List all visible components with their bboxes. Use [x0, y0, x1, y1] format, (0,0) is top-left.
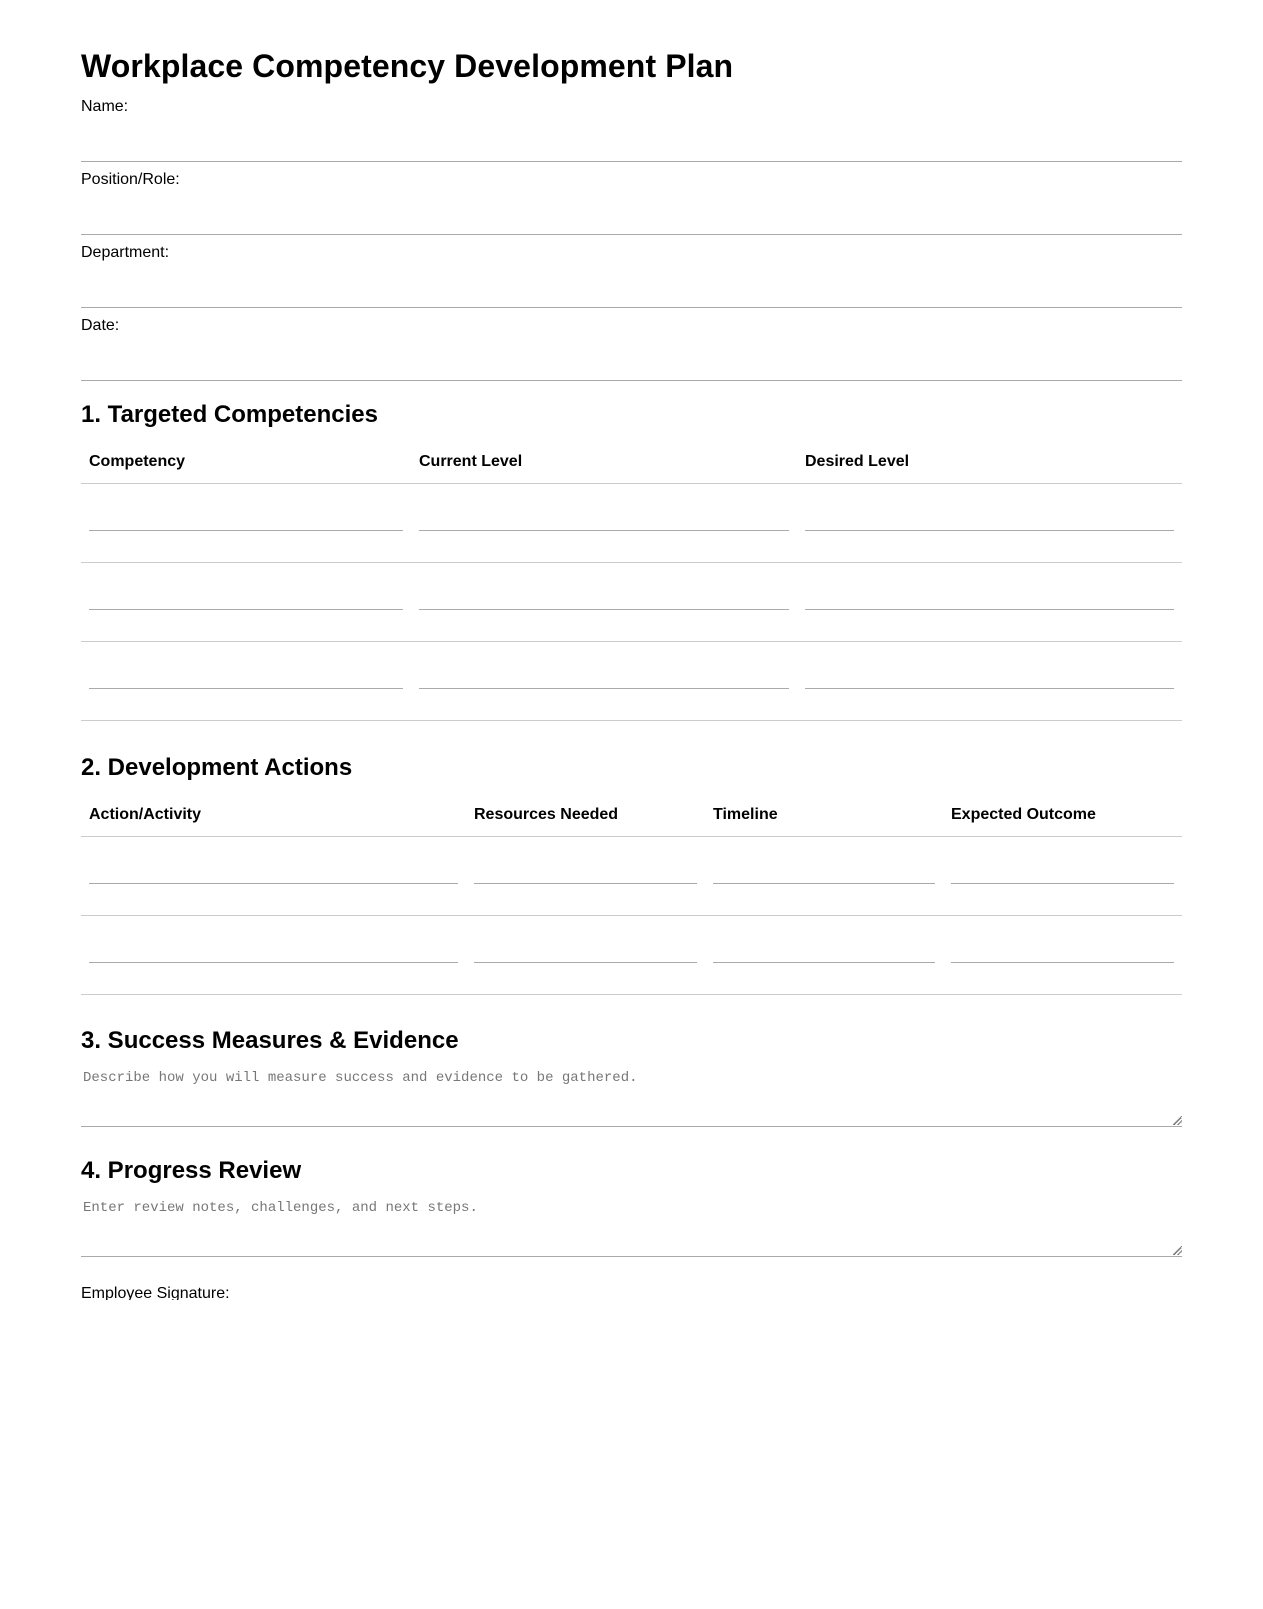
name-input[interactable]: [81, 119, 1182, 162]
column-header-current-level: Current Level: [411, 441, 797, 484]
column-header-competency: Competency: [81, 441, 411, 484]
development-actions-table: [81, 794, 1182, 995]
expected-outcome-input[interactable]: [951, 916, 1174, 963]
current-level-input[interactable]: [419, 642, 789, 689]
action-input[interactable]: [89, 916, 458, 963]
department-field-group: [81, 243, 1182, 316]
section-heading-success-measures: 3. Success Measures & Evidence: [81, 1027, 459, 1054]
competency-input[interactable]: [89, 642, 403, 689]
table-row: [81, 642, 1182, 721]
table-header-row: [81, 441, 1182, 484]
position-field-group: [81, 170, 1182, 243]
section-heading-development-actions: 2. Development Actions: [81, 754, 353, 781]
table-row: [81, 563, 1182, 642]
department-label: Department:: [81, 244, 170, 261]
desired-level-input[interactable]: [805, 642, 1174, 689]
name-field-group: [81, 97, 1182, 170]
development-plan-form: [81, 0, 1182, 1300]
resources-input[interactable]: [474, 916, 697, 963]
column-header-expected-outcome: Expected Outcome: [943, 794, 1182, 837]
name-label: Name:: [81, 98, 129, 115]
action-input[interactable]: [89, 837, 458, 884]
date-field-group: [81, 316, 1182, 389]
resize-grip-icon[interactable]: [1173, 1246, 1182, 1255]
section-heading-progress-review: 4. Progress Review: [81, 1157, 302, 1184]
column-header-resources: Resources Needed: [466, 794, 705, 837]
current-level-input[interactable]: [419, 563, 789, 610]
success-measures-textarea[interactable]: [81, 1066, 1182, 1127]
competencies-table: [81, 441, 1182, 721]
competency-input[interactable]: [89, 563, 403, 610]
progress-review-textarea[interactable]: [81, 1196, 1182, 1257]
table-header-row: [81, 794, 1182, 837]
department-input[interactable]: [81, 265, 1182, 308]
position-input[interactable]: [81, 192, 1182, 235]
resize-grip-icon[interactable]: [1173, 1116, 1182, 1125]
position-label: Position/Role:: [81, 171, 180, 188]
date-input[interactable]: [81, 338, 1182, 381]
column-header-action: Action/Activity: [81, 794, 466, 837]
table-row: [81, 916, 1182, 995]
timeline-input[interactable]: [713, 837, 935, 884]
employee-signature-label: Employee Signature:: [81, 1285, 230, 1300]
resources-input[interactable]: [474, 837, 697, 884]
current-level-input[interactable]: [419, 484, 789, 531]
desired-level-input[interactable]: [805, 563, 1174, 610]
table-row: [81, 484, 1182, 563]
competency-input[interactable]: [89, 484, 403, 531]
date-label: Date:: [81, 317, 120, 334]
section-heading-competencies: 1. Targeted Competencies: [81, 401, 378, 428]
timeline-input[interactable]: [713, 916, 935, 963]
page-title: Workplace Competency Development Plan: [81, 48, 734, 84]
column-header-desired-level: Desired Level: [797, 441, 1182, 484]
table-row: [81, 837, 1182, 916]
expected-outcome-input[interactable]: [951, 837, 1174, 884]
column-header-timeline: Timeline: [705, 794, 943, 837]
desired-level-input[interactable]: [805, 484, 1174, 531]
